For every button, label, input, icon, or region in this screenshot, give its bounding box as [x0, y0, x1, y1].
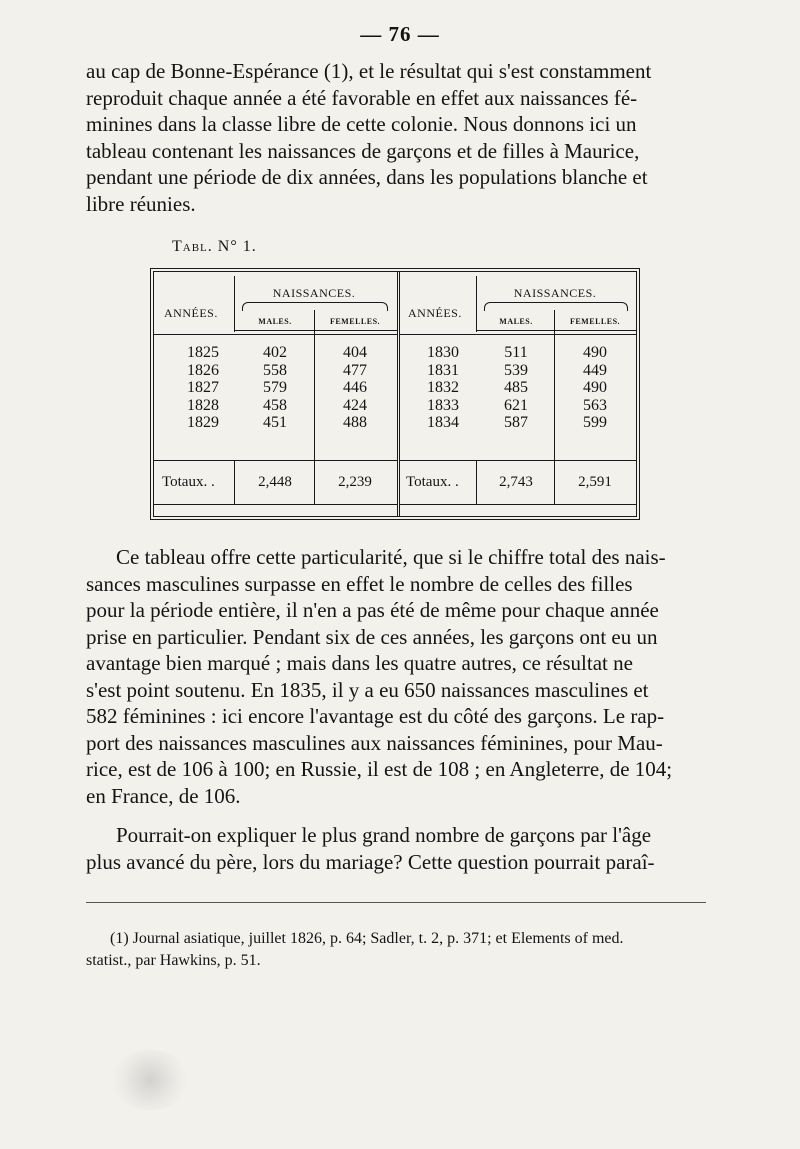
text-line: en France, de 106.: [86, 783, 241, 808]
year-cell: 1834: [427, 414, 459, 431]
female-cell: 490: [583, 379, 607, 396]
text-line: Ce tableau offre cette particularité, que si le chiffre total des nais-: [116, 545, 666, 569]
births-header: NAISSANCES.: [272, 286, 356, 300]
births-header: NAISSANCES.: [513, 286, 597, 300]
female-cell: 446: [343, 379, 367, 396]
females-column: [320, 344, 390, 432]
year-cell: 1832: [427, 379, 459, 396]
text-line: pour la période entière, il n'en a pas été de même pour chaque année: [86, 598, 659, 622]
text-line: pendant une période de dix années, dans les populations blanche et: [86, 165, 648, 189]
table-right-half: [400, 272, 636, 516]
females-header: FEMELLES.: [329, 317, 381, 326]
text-line: libre réunies.: [86, 191, 196, 216]
total-males: 2,448: [258, 474, 292, 490]
text-line: reproduit chaque année a été favorable en effet aux naissances fé-: [86, 85, 638, 110]
paragraph-question: [86, 822, 706, 875]
births-table: [150, 268, 640, 520]
female-cell: 563: [583, 396, 607, 414]
male-cell: 587: [504, 414, 528, 431]
page-number: — 76 —: [360, 22, 440, 46]
female-cell: 490: [583, 344, 607, 361]
year-cell: 1831: [427, 361, 459, 379]
bottom-rule: [400, 504, 636, 505]
text-line: plus avancé du père, lors du mariage? Cette question pourrait paraî-: [86, 849, 655, 874]
years-header: ANNÉES.: [408, 306, 462, 320]
totals-label: Totaux. .: [162, 474, 215, 490]
years-column: [168, 344, 238, 432]
text-line: minines dans la classe libre de cette colonie. Nous donnons ici un: [86, 112, 637, 136]
female-cell: 488: [343, 414, 367, 431]
male-cell: 558: [263, 361, 287, 379]
totals-rule: [400, 460, 636, 461]
text-line: rice, est de 106 à 100; en Russie, il est de 108 ; en Angleterre, de 104;: [86, 757, 673, 781]
table-left-half: [154, 272, 398, 516]
text-line: 582 féminines : ici encore l'avantage est du côté des garçons. Le rap-: [86, 704, 665, 728]
column-divider: [314, 460, 315, 504]
male-cell: 511: [504, 344, 528, 361]
text-line: Pourrait-on expliquer le plus grand nombre de garçons par l'âge: [116, 823, 652, 847]
header-rule: [234, 330, 398, 331]
male-cell: 402: [263, 344, 287, 361]
paragraph-analysis: [86, 544, 706, 809]
females-header: FEMELLES.: [569, 317, 621, 326]
year-cell: 1826: [187, 361, 219, 379]
female-cell: 449: [583, 361, 607, 379]
years-column: [408, 344, 478, 432]
header-rule: [476, 330, 636, 331]
table-caption: Tabl. N° 1.: [172, 238, 257, 255]
footnote-line: (1) Journal asiatique, juillet 1826, p. 64; Sadler, t. 2, p. 371; et Elements of med.: [110, 930, 624, 947]
text-line: prise en particulier. Pendant six de ces années, les garçons ont eu un: [86, 624, 658, 649]
year-cell: 1829: [187, 414, 219, 431]
text-line: sances masculines surpasse en effet le nombre de celles des filles: [86, 571, 633, 596]
header-brace: [242, 302, 388, 311]
column-divider: [234, 276, 235, 332]
column-divider: [476, 276, 477, 332]
female-cell: 477: [343, 361, 367, 379]
male-cell: 451: [263, 414, 287, 431]
column-divider: [476, 460, 477, 504]
footnote: [86, 928, 706, 972]
bottom-rule: [154, 504, 398, 505]
year-cell: 1827: [187, 379, 219, 396]
males-header: MALES.: [258, 317, 292, 326]
male-cell: 579: [263, 379, 287, 396]
year-cell: 1828: [187, 396, 219, 414]
paragraph-intro: [86, 58, 706, 217]
footnote-line: statist., par Hawkins, p. 51.: [86, 952, 261, 969]
text-line: avantage bien marqué ; mais dans les quatre autres, ce résultat ne: [86, 651, 633, 675]
male-cell: 539: [504, 361, 528, 379]
year-cell: 1833: [427, 396, 459, 414]
text-line: au cap de Bonne-Espérance (1), et le résultat qui s'est constamment: [86, 59, 652, 83]
text-line: tableau contenant les naissances de garçons et de filles à Maurice,: [86, 138, 640, 163]
males-column: [240, 344, 310, 432]
header-rule: [400, 334, 636, 335]
females-column: [558, 344, 632, 432]
header-brace: [484, 302, 628, 311]
totals-label: Totaux. .: [406, 474, 459, 490]
header-rule: [154, 334, 398, 335]
column-divider: [554, 310, 555, 460]
male-cell: 621: [504, 396, 528, 414]
males-column: [480, 344, 552, 432]
years-header: ANNÉES.: [164, 306, 218, 320]
column-divider: [554, 460, 555, 504]
total-males: 2,743: [499, 474, 533, 490]
female-cell: 424: [343, 396, 367, 414]
female-cell: 404: [343, 344, 367, 361]
total-females: 2,591: [578, 474, 612, 490]
female-cell: 599: [583, 414, 607, 431]
column-divider: [314, 310, 315, 460]
footnote-divider: [86, 902, 706, 903]
males-header: MALES.: [499, 317, 533, 326]
totals-rule: [154, 460, 398, 461]
text-line: port des naissances masculines aux naissances féminines, pour Mau-: [86, 730, 663, 755]
text-line: s'est point soutenu. En 1835, il y a eu 650 naissances masculines et: [86, 677, 649, 702]
male-cell: 485: [504, 379, 528, 396]
male-cell: 458: [263, 396, 287, 414]
total-females: 2,239: [338, 474, 372, 490]
year-cell: 1825: [187, 344, 219, 361]
column-divider: [234, 460, 235, 504]
year-cell: 1830: [427, 344, 459, 361]
paper-stain: [110, 1050, 190, 1110]
